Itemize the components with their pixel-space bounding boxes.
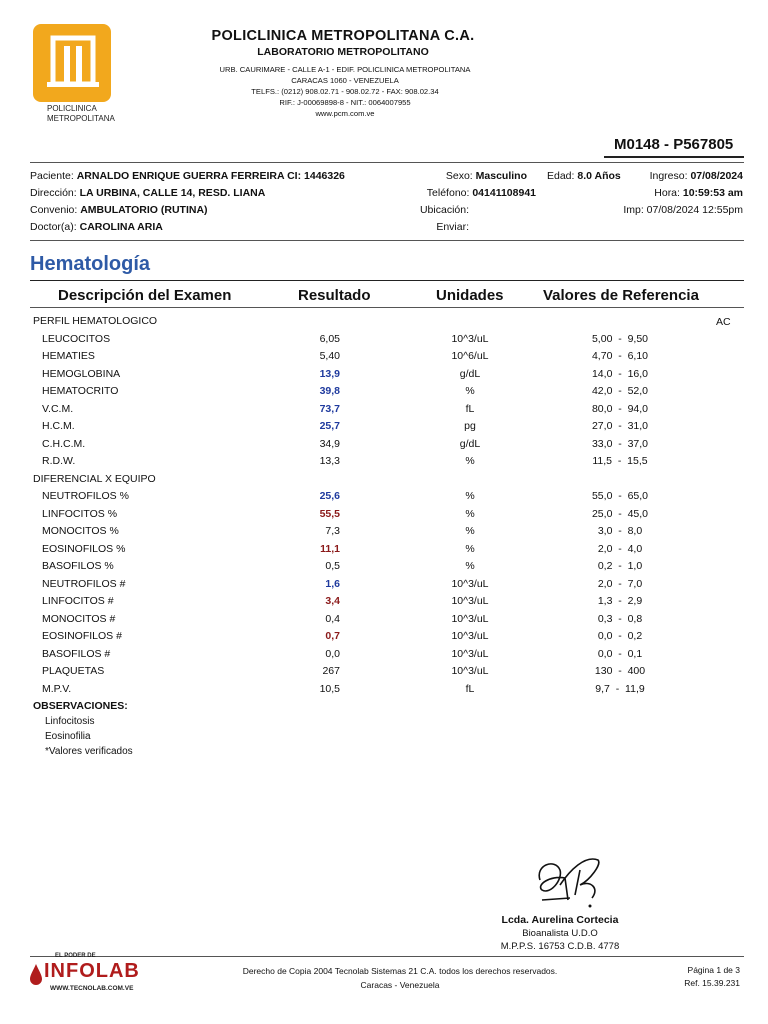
exam-unit: % [465,385,475,397]
clinic-logo [33,24,111,102]
reference-number: Ref. 15.39.231 [684,978,740,988]
exam-name: LEUCOCITOS [42,332,111,345]
exam-reference: 0,3 - 0,8 [597,612,643,625]
signature-name: Lcda. Aurelina Cortecia [501,914,619,926]
exam-reference: 5,00 - 9,50 [591,332,649,345]
admission-time: 10:59:53 am [682,187,743,199]
address-line-1: URB. CAURIMARE - CALLE A-1 - EDIF. POLICLINICA METROPOLITANA [219,65,471,74]
address-line-2: CARACAS 1060 - VENEZUELA [291,76,399,85]
exam-reference: 4,70 - 6,10 [591,350,649,362]
exam-unit: 10^3/uL [451,665,489,677]
doctor-row: Doctor(a): CAROLINA ARIA [30,221,163,233]
time-row: Hora: 10:59:53 am [654,187,743,199]
admission-date: 07/08/2024 [690,170,743,182]
exam-reference: 27,0 - 31,0 [591,420,649,432]
exam-name: EOSINOFILOS % [42,542,126,555]
org-title: POLICLINICA METROPOLITANA C.A. [211,28,475,44]
exam-reference: 130 - 400 [594,665,646,677]
infolab-tagline: EL PODER DE [55,953,96,959]
table-row [0,683,768,701]
address-phones: TELFS.: (0212) 908.02.71 - 908.02.72 - FAX: 908.02.34 [251,87,439,96]
infolab-logo: INFOLAB [44,960,140,982]
exam-name: MONOCITOS # [42,612,116,625]
address-row: Dirección: LA URBINA, CALLE 14, RESD. LIANA [30,187,266,199]
exam-result: 1,6 [325,577,340,590]
sex-row: Sexo: Masculino [445,170,527,182]
exam-result: 13,3 [319,455,340,467]
exam-result: 6,05 [319,332,340,345]
table-row [0,648,768,666]
table-row [0,385,768,403]
exam-name: NEUTROFILOS % [42,490,129,502]
patient-sex: Masculino [475,170,527,182]
logo-caption [47,104,115,124]
exam-reference: 2,0 - 4,0 [597,542,643,555]
table-row [0,455,768,473]
admission-row: Ingreso: 07/08/2024 [649,170,743,182]
patient-row: Paciente: ARNALDO ENRIQUE GUERRA FERREIRA CI: 1446326 [30,170,345,182]
exam-result: 267 [322,665,340,677]
table-row [0,595,768,613]
page-number: Página 1 de 3 [687,965,740,975]
logo-caption-line-2: METROPOLITANA [47,114,115,123]
exam-unit: 10^3/uL [451,630,489,642]
divider-top [30,162,744,163]
exam-name: HEMOGLOBINA [42,367,121,380]
exam-result: 0,5 [325,560,340,572]
exam-reference: 1,3 - 2,9 [597,595,643,607]
patient-phone: 04141108941 [472,187,536,199]
table-row [0,368,768,386]
exam-unit: g/dL [459,367,481,380]
exam-unit: 10^3/uL [451,595,489,607]
exam-reference: 11,5 - 15,5 [592,455,648,467]
table-row [0,665,768,683]
table-row [0,525,768,543]
exam-result: 0,7 [325,630,340,642]
convenio-row: Convenio: AMBULATORIO (RUTINA) [30,204,208,216]
exam-name: LINFOCITOS # [42,595,114,607]
exam-unit: 10^3/uL [451,612,489,625]
observations-title: OBSERVACIONES: [33,700,128,712]
signature-title: Bioanalista U.D.O [522,928,598,939]
exam-reference: 80,0 - 94,0 [591,402,649,415]
address-rif: RIF.: J-00069898-8 - NIT.: 0064007955 [279,98,411,107]
divider-section [30,280,744,281]
group-label: DIFERENCIAL X EQUIPO [33,472,156,485]
drop-icon [30,963,42,990]
exam-name: HEMATOCRITO [42,385,119,397]
col-header-description: Descripción del Examen [58,287,232,304]
infolab-url: WWW.TECNOLAB.COM.VE [50,985,134,992]
exam-unit: pg [464,420,476,432]
patient-name: ARNALDO ENRIQUE GUERRA FERREIRA CI: 1446326 [76,170,345,182]
results-table [0,315,768,700]
exam-result: 3,4 [325,595,340,607]
col-header-reference: Valores de Referencia [543,287,699,304]
exam-name: H.C.M. [42,420,75,432]
exam-name: MONOCITOS % [42,525,119,537]
table-row [0,420,768,438]
exam-result: 0,0 [325,647,340,660]
exam-reference: 33,0 - 37,0 [591,437,649,450]
exam-name: NEUTROFILOS # [42,577,126,590]
exam-name: LINFOCITOS % [42,507,118,520]
age-row: Edad: 8.0 Años [547,170,621,182]
signature-registry: M.P.P.S. 16753 C.D.B. 4778 [500,941,620,952]
signature-scribble [530,850,610,917]
exam-reference: 2,0 - 7,0 [597,577,643,590]
exam-name: V.C.M. [42,402,74,415]
exam-result: 73,7 [319,402,340,415]
table-group-row [0,473,768,491]
clinic-logo-mark [33,24,111,102]
order-id: M0148 - P567805 [614,136,734,153]
exam-reference: 3,0 - 8,0 [597,525,643,537]
exam-result: 11,1 [320,542,340,555]
exam-name: EOSINOFILOS # [42,630,122,642]
table-row [0,403,768,421]
exam-unit: 10^3/uL [451,647,489,660]
exam-reference: 55,0 - 65,0 [591,490,649,502]
exam-result: 39,8 [319,385,340,397]
patient-age: 8.0 Años [577,170,621,182]
section-title: Hematología [30,253,151,275]
table-row [0,630,768,648]
phone-row: Teléfono: 04141108941 [426,187,536,199]
patient-doctor: CAROLINA ARIA [79,221,163,233]
exam-reference: 0,0 - 0,1 [597,647,643,660]
logo-caption-line-1: POLICLINICA [47,104,97,113]
exam-unit: fL [465,402,475,415]
exam-name: PLAQUETAS [42,665,105,677]
exam-unit: 10^3/uL [451,577,489,590]
exam-unit: g/dL [459,437,481,450]
exam-result: 10,5 [319,682,340,695]
table-row [0,490,768,508]
group-label: PERFIL HEMATOLOGICO [33,315,158,327]
exam-unit: % [465,507,475,520]
divider-patient [30,240,744,241]
org-subtitle: LABORATORIO METROPOLITANO [257,46,429,58]
table-row [0,543,768,561]
exam-reference: 0,0 - 0,2 [597,630,643,642]
divider-header [30,307,744,308]
exam-name: BASOFILOS % [42,560,114,572]
exam-reference: 9,7 - 11,9 [595,682,645,695]
observation-item: Linfocitosis [45,716,95,727]
location-label: Ubicación: [419,204,469,216]
ac-label: AC [716,316,731,328]
send-label: Enviar: [436,221,469,233]
exam-unit: % [465,560,475,572]
exam-name: HEMATIES [42,350,95,362]
table-row [0,438,768,456]
exam-unit: % [465,490,475,502]
copyright-text: Derecho de Copia 2004 Tecnolab Sistemas 21 C.A. todos los derechos reservados. [242,966,558,976]
exam-unit: % [465,525,475,537]
table-group-row [0,315,768,333]
exam-reference: 25,0 - 45,0 [591,507,649,520]
table-row [0,560,768,578]
exam-reference: 14,0 - 16,0 [591,367,649,380]
exam-name: R.D.W. [42,455,76,467]
col-header-result: Resultado [298,287,371,304]
exam-unit: fL [465,682,475,695]
exam-unit: 10^6/uL [451,350,489,362]
observation-item: Eosinofilia [45,731,91,742]
table-row [0,350,768,368]
exam-name: C.H.C.M. [42,437,86,450]
exam-result: 34,9 [319,437,340,450]
exam-result: 25,6 [319,490,340,502]
patient-convenio: AMBULATORIO (RUTINA) [80,204,208,216]
table-row [0,333,768,351]
exam-reference: 42,0 - 52,0 [591,385,649,397]
exam-result: 55,5 [319,507,340,520]
observation-item: *Valores verificados [45,746,133,757]
exam-result: 13,9 [319,367,340,380]
exam-name: M.P.V. [42,682,72,695]
patient-address: LA URBINA, CALLE 14, RESD. LIANA [79,187,266,199]
footer-city: Caracas - Venezuela [360,980,440,990]
table-row [0,578,768,596]
exam-result: 5,40 [319,350,340,362]
table-row [0,613,768,631]
table-row [0,508,768,526]
exam-result: 0,4 [325,612,340,625]
col-header-units: Unidades [436,287,504,304]
exam-unit: 10^3/uL [451,332,489,345]
address-website: www.pcm.com.ve [315,109,375,118]
order-underline [604,156,744,158]
exam-reference: 0,2 - 1,0 [597,560,643,572]
exam-unit: % [465,542,475,555]
exam-result: 7,3 [325,525,340,537]
exam-result: 25,7 [319,420,340,432]
divider-footer [30,956,744,957]
print-date: Imp: 07/08/2024 12:55pm [623,204,743,216]
exam-name: BASOFILOS # [42,647,111,660]
exam-unit: % [465,455,475,467]
